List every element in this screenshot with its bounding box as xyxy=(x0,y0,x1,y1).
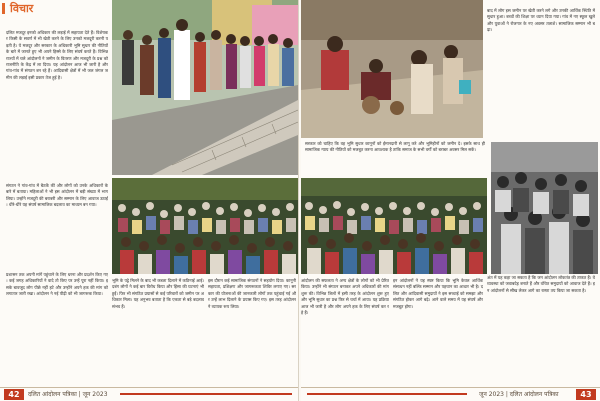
crowd-illustration xyxy=(112,178,298,274)
article-text-column: संगठन ने गांव-गांव में बैठकें कीं और लोगों को उनके अधिकारों के बारे में बताया। महिलाओं ने भी इस आंदोलन में बड़ी संख्या में भाग लिया। उन्होंने मजदूरी की बराबरी और सम्मान के लिए आवाज उठाई। धीरे-धीरे यह संघर्ष सामाजिक बदलाव का माध्यम बन गया। xyxy=(6,183,108,208)
photo-crowd-black-white xyxy=(491,142,598,274)
article-text-column: प्रशासन तक अपनी मांगें पहुंचाने के लिए धरना और प्रदर्शन किए गए। कई जगह अधिकारियों ने वादे तो किए पर उन्हें पूरा नहीं किया। इसके बावजूद लोग पीछे नहीं हटे और उन्होंने अपने हक की मांग को लगातार जारी रखा। आंदोलन ने नई पीढ़ी को भी जागरूक किया। xyxy=(6,272,108,297)
article-text-column: आंदोलन की सफलता ने अन्य क्षेत्रों के लोगों को भी प्रेरित किया। उन्होंने भी संगठन बनाकर अपने अधिकारों की मांग शुरू की। विभिन्न जिलों में इसी तरह के आंदोलन शुरू हुए और भूमि सुधार का प्रश्न फिर से चर्चा में आया। यह प्रक्रिया आज भी जारी है और लोग अपने हक के लिए संघर्ष कर रहे हैं। xyxy=(301,278,389,316)
right-footer xyxy=(301,387,600,401)
article-text-column: इन आंदोलनों ने यह स्पष्ट किया कि भूमि केवल आर्थिक संसाधन नहीं बल्कि सम्मान और पहचान का आधार भी है। दलित और आदिवासी समुदायों ने इस सच्चाई को समझा और संगठित होकर आगे बढ़े। आने वाले समय में यह संघर्ष और मजबूत होगा। xyxy=(393,278,483,309)
footer-accent-bar xyxy=(120,393,292,395)
left-page xyxy=(0,0,299,401)
crowd-bw-illustration xyxy=(491,142,598,274)
crowd-illustration xyxy=(301,178,487,274)
section-title: विचार xyxy=(10,2,34,15)
article-text-column: दलित मजदूर इनको अधिकार की लड़ाई में सहायता देते हैं। विशेषकर किसी के सवर्ण में भी खेती करने के लिए उनको मजदूरी करनी पड़ती है। ये मजदूर और सरकार के अधिकारी भूमि सुधार की नीतियों के बारे में जानते हुए भी अपने हिस्से के लिए संघर्ष करते हैं। विभिन्न राज्यों में चले आंदोलनों ने जमीन के वितरण और मजदूरी के प्रश्न को राजनीति के केंद्र में ला दिया। यह आंदोलन आज भी जारी है और गांव-गांव में संगठन बन रहे हैं। आदिवासी क्षेत्रों में भी जल जंगल जमीन की लड़ाई इसी प्रकार तेज हुई है। xyxy=(6,30,108,80)
photo-villagers-wall xyxy=(112,0,298,175)
article-text-column: इस दौरान कई सामाजिक संगठनों ने सहयोग दिया। कानूनी सहायता, प्रशिक्षण और जागरूकता शिविर लगाए गए। सरकार की योजनाओं की जानकारी लोगों तक पहुंचाई गई और उन्हें लाभ दिलाने के प्रयास किए गए। इस तरह आंदोलन ने व्यापक रूप लिया। xyxy=(208,278,296,309)
left-footer xyxy=(0,387,298,401)
article-text-column: बाद में लोग इस जमीन पर खेती करने लगे और उनकी आर्थिक स्थिति में सुधार हुआ। बच्चों की शिक्षा पर ध्यान दिया गया। गांव में नए स्कूल खुले और युवाओं ने रोजगार के नए अवसर तलाशे। सामाजिक सम्मान भी बढ़ा। xyxy=(487,8,595,33)
photo-crowd-meeting-right xyxy=(301,178,487,274)
footer-rule xyxy=(0,387,298,388)
page-number: 42 xyxy=(4,389,24,400)
photo-women-with-pots xyxy=(301,0,483,138)
villagers-illustration xyxy=(112,0,298,175)
footer-accent-bar xyxy=(307,393,467,395)
footer-title: जून 2023 | दलित आंदोलन पत्रिका xyxy=(479,391,559,398)
footer-title: दलित आंदोलन पत्रिका | जून 2023 xyxy=(28,391,108,398)
article-text-column: सरकार को चाहिए कि वह भूमि सुधार कानूनों को ईमानदारी से लागू करे और भूमिहीनों को जमीन दे। इसके साथ ही सामाजिक न्याय की नीतियों को मजबूत करना आवश्यक है ताकि समाज के सभी वर्गों को बराबर अवसर मिल सकें। xyxy=(305,141,485,153)
right-page xyxy=(301,0,600,401)
page-number: 43 xyxy=(576,389,596,400)
photo-crowd-meeting-left xyxy=(112,178,298,274)
women-pots-illustration xyxy=(301,0,483,138)
footer-rule xyxy=(301,387,600,388)
article-text-column: अंत में यह कहा जा सकता है कि जन आंदोलन लोकतंत्र की ताकत हैं। वे व्यवस्था को जवाबदेह बनाते हैं और वंचित समुदायों को आवाज देते हैं। इन आंदोलनों से सीख लेकर आगे का रास्ता तय किया जा सकता है। xyxy=(487,275,595,293)
article-text-column: भूमि के पट्टे मिलने के बाद भी कब्जा दिलाने में कठिनाई आई। दबंग लोगों ने कई बार विरोध किया और हिंसा की घटनाएं भी हुईं। फिर भी संगठित प्रयासों से कई परिवारों को जमीन पर अधिकार मिला। यह अनुभव बताता है कि एकता से बड़े बदलाव संभव हैं। xyxy=(112,278,204,309)
header-accent-bar xyxy=(2,3,5,14)
